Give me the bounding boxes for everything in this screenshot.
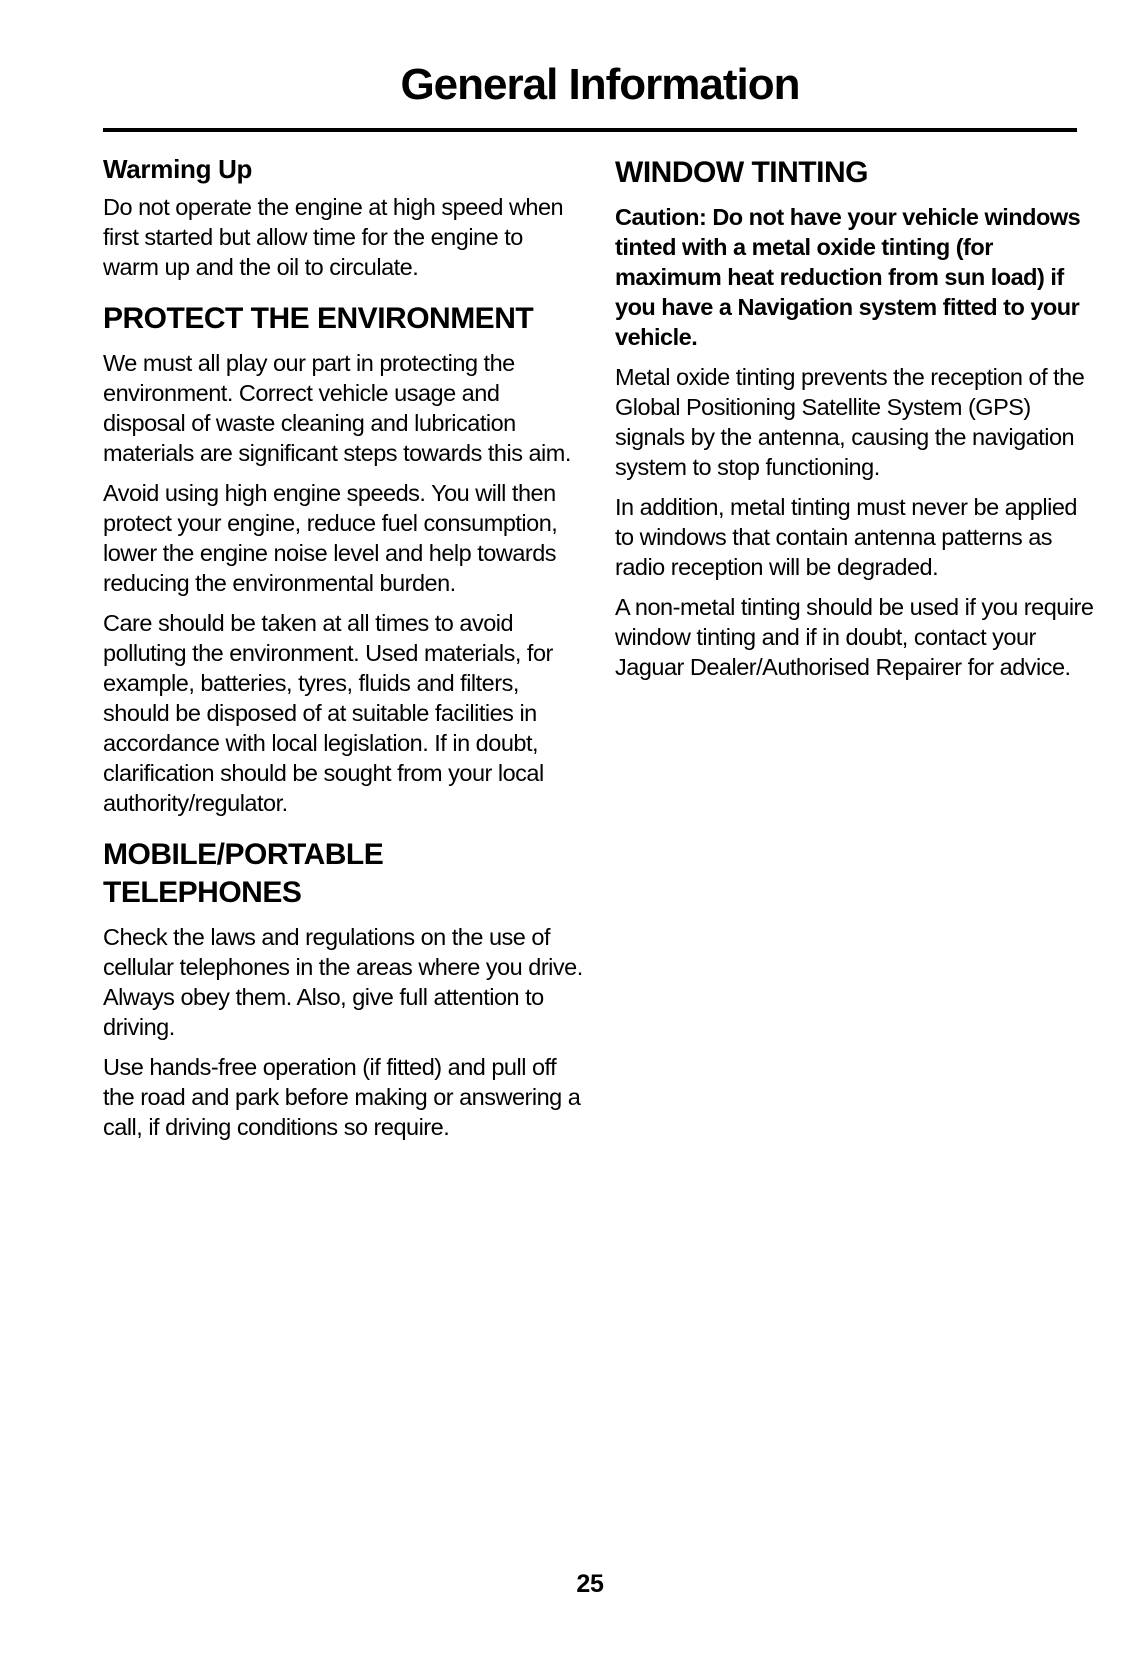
paragraph-environment-2: Avoid using high engine speeds. You will then protect your engine, reduce fuel consumption, lower the engine noise level and help towards reducing the environmental burden. xyxy=(103,480,558,596)
title-divider-rule xyxy=(103,128,1077,132)
paragraph-telephones-2: Use hands-free operation (if fitted) and pull off the road and park before making or answering a call, if driving conditions so require. xyxy=(103,1054,581,1140)
page-title: General Information xyxy=(400,60,800,109)
heading-window-tinting: WINDOW TINTING xyxy=(615,156,868,189)
paragraph-environment-3: Care should be taken at all times to avoid polluting the environment. Used materials, for example, batteries, tyres, fluids and filters, should be disposed of at suitable facilities in accordance with local legislation. If in doubt, clarification should be sought from your local authority/regulator. xyxy=(103,610,553,816)
heading-protect-the-environment: PROTECT THE ENVIRONMENT xyxy=(103,302,534,335)
paragraph-window-tinting-2: In addition, metal tinting must never be applied to windows that contain antenna patterns as radio reception will be degraded. xyxy=(615,494,1077,580)
left-column xyxy=(103,154,583,1152)
paragraph-environment-1: We must all play our part in protecting the environment. Correct vehicle usage and disposal of waste cleaning and lubrication materials are significant steps towards this aim. xyxy=(103,350,571,466)
paragraph-warming-up: Do not operate the engine at high speed when first started but allow time for the engine to warm up and the oil to circulate. xyxy=(103,194,564,280)
subheading-warming-up: Warming Up xyxy=(103,154,253,184)
heading-mobile-portable-telephones: MOBILE/PORTABLE TELEPHONES xyxy=(103,838,384,909)
page-number: 25 xyxy=(576,1570,604,1598)
paragraph-window-tinting-3: A non-metal tinting should be used if you require window tinting and if in doubt, contact your Jaguar Dealer/Authorised Repairer for advice. xyxy=(615,594,1094,680)
content-columns xyxy=(103,154,1097,1152)
paragraph-window-tinting-caution: Caution: Do not have your vehicle windows tinted with a metal oxide tinting (for maximum heat reduction from sun load) if you have a Navigation system fitted to your vehicle. xyxy=(615,204,1081,350)
paragraph-telephones-1: Check the laws and regulations on the use of cellular telephones in the areas where you drive. Always obey them. Also, give full attention to driving. xyxy=(103,924,583,1040)
paragraph-window-tinting-1: Metal oxide tinting prevents the reception of the Global Positioning Satellite System (GPS) signals by the antenna, causing the navigation system to stop functioning. xyxy=(615,364,1085,480)
right-column xyxy=(615,154,1095,692)
